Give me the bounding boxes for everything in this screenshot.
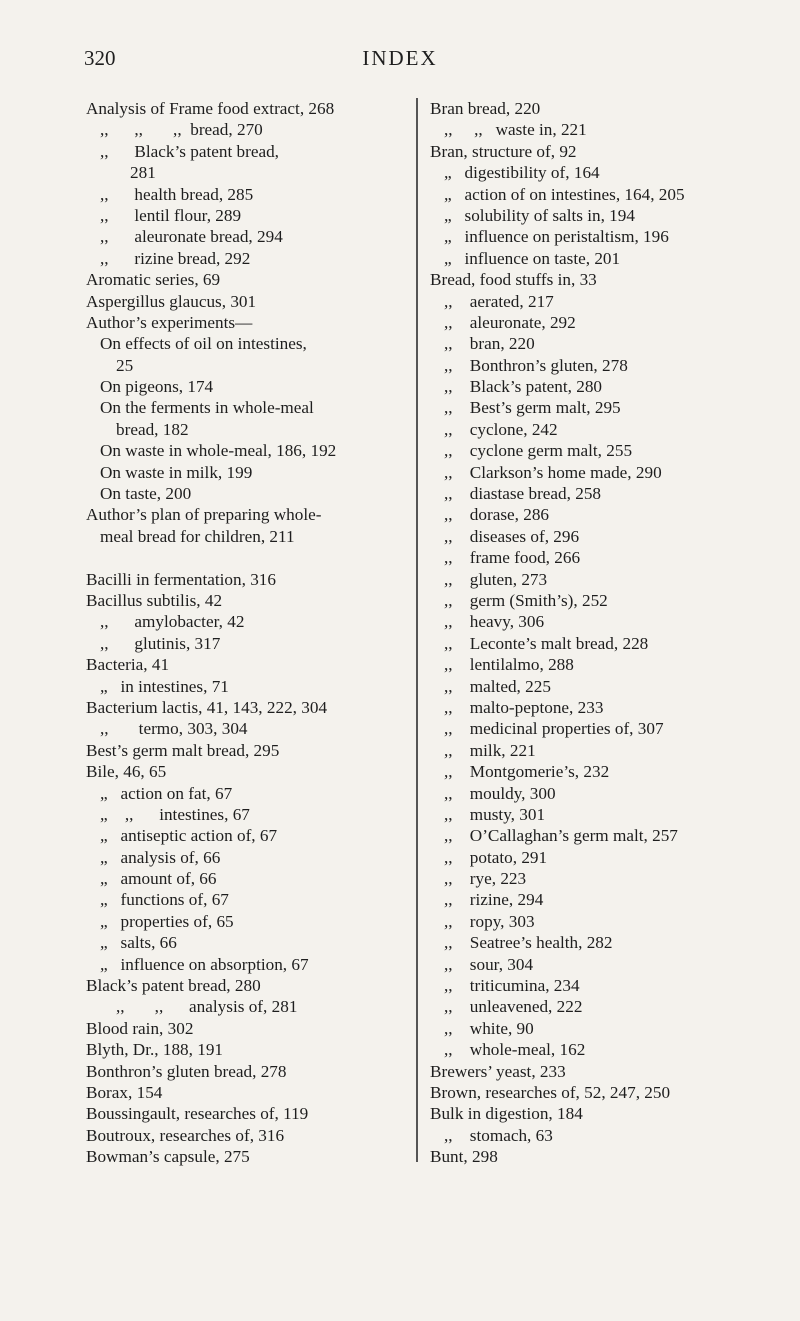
index-entry: Boussingault, researches of, 119 [86,1104,309,1124]
index-subentry: On the ferments in whole-meal [100,398,314,418]
index-subentry: „ influence on taste, 201 [444,248,621,268]
section-spacer [86,547,406,568]
index-entry: Bonthron’s gluten bread, 278 [86,1061,287,1081]
index-subentry: ,, rizine, 294 [444,890,544,910]
index-subentry: „ ,, intestines, 67 [100,804,250,824]
index-subentry: On waste in milk, 199 [100,462,253,482]
index-subentry: ,, ,, waste in, 221 [444,120,587,140]
index-subentry: ,, Black’s patent, 280 [444,377,603,397]
index-subentry: „ action on fat, 67 [100,783,233,803]
index-entry: Boutroux, researches of, 316 [86,1125,285,1145]
index-subentry: ,, aleuronate, 292 [444,312,576,332]
index-column-left [86,98,406,1168]
index-subentry: ,, Best’s germ malt, 295 [444,398,621,418]
index-subentry: ,, glutinis, 317 [100,633,221,653]
index-entry: Bacterium lactis, 41, 143, 222, 304 [86,697,328,717]
page-title: INDEX [362,46,438,70]
index-subentry: ,, diseases of, 296 [444,526,580,546]
index-subentry: „ influence on peristaltism, 196 [444,227,669,247]
index-subentry: ,, diastase bread, 258 [444,484,602,504]
index-subentry: ,, cyclone, 242 [444,419,558,439]
index-entry: Bran bread, 220 [430,99,541,118]
index-subentry: ,, unleavened, 222 [444,997,583,1017]
index-subentry: „ antiseptic action of, 67 [100,826,278,846]
index-entry: Author’s experiments— [86,312,253,332]
index-entry: Aromatic series, 69 [86,270,221,290]
index-subentry: ,, Black’s patent bread, [100,141,279,161]
index-subentry: „ in intestines, 71 [100,676,229,696]
index-subentry: „ solubility of salts in, 194 [444,205,635,225]
index-subentry: ,, milk, 221 [444,740,536,760]
index-subentry: ,, ropy, 303 [444,911,535,931]
index-subentry: ,, ,, analysis of, 281 [116,997,298,1017]
index-subentry: On pigeons, 174 [100,377,214,397]
index-subentry: „ influence on absorption, 67 [100,954,309,974]
index-entry: Blyth, Dr., 188, 191 [86,1040,224,1060]
index-subentry: ,, Seatree’s health, 282 [444,933,613,953]
index-subentry: ,, aerated, 217 [444,291,554,311]
index-subentry: „ analysis of, 66 [100,847,221,867]
index-entry: Brewers’ yeast, 233 [430,1061,566,1081]
index-subentry: ,, rye, 223 [444,869,527,889]
column-divider [416,98,418,1162]
index-entry: Bacilli in fermentation, 316 [86,569,276,589]
index-entry: Bulk in digestion, 184 [430,1104,583,1124]
index-subentry: 281 [130,163,156,183]
index-subentry: „ digestibility of, 164 [444,163,600,183]
index-subentry: ,, heavy, 306 [444,612,545,632]
index-subentry: 25 [116,355,134,375]
index-subentry: ,, termo, 303, 304 [100,719,248,739]
index-subentry: ,, triticumina, 234 [444,976,580,996]
index-subentry: ,, Bonthron’s gluten, 278 [444,355,628,375]
index-subentry: ,, ,, ,, bread, 270 [100,120,263,140]
index-subentry: ,, malted, 225 [444,676,551,696]
index-entry: Author’s plan of preparing whole- [86,505,322,525]
index-subentry: ,, sour, 304 [444,954,534,974]
index-subentry: ,, mouldy, 300 [444,783,556,803]
index-entry: Brown, researches of, 52, 247, 250 [430,1082,671,1102]
index-entry: Bunt, 298 [430,1147,498,1167]
page-header [0,46,800,76]
index-subentry: ,, cyclone germ malt, 255 [444,441,633,461]
index-subentry: ,, frame food, 266 [444,548,581,568]
index-subentry: ,, amylobacter, 42 [100,612,245,632]
index-entry: Bran, structure of, 92 [430,141,577,161]
index-subentry: ,, white, 90 [444,1018,534,1038]
index-entry: Aspergillus glaucus, 301 [86,291,257,311]
index-subentry: ,, Clarkson’s home made, 290 [444,462,662,482]
index-subentry: ,, aleuronate bread, 294 [100,227,283,247]
index-subentry: ,, health bread, 285 [100,184,254,204]
index-subentry: „ action of on intestines, 164, 205 [444,184,685,204]
index-entry: Bacteria, 41 [86,655,170,675]
index-subentry: ,, rizine bread, 292 [100,248,251,268]
index-entry: Best’s germ malt bread, 295 [86,740,280,760]
index-subentry: On effects of oil on intestines, [100,334,307,354]
index-subentry: „ amount of, 66 [100,869,217,889]
index-subentry: ,, gluten, 273 [444,569,548,589]
index-subentry: ,, O’Callaghan’s germ malt, 257 [444,826,678,846]
index-entry: Blood rain, 302 [86,1018,194,1038]
index-subentry: „ functions of, 67 [100,890,229,910]
index-subentry: ,, lentil flour, 289 [100,205,242,225]
index-subentry: meal bread for children, 211 [100,526,295,546]
index-entry: Bowman’s capsule, 275 [86,1147,250,1167]
index-subentry: „ properties of, 65 [100,911,234,931]
index-entry: Bread, food stuffs in, 33 [430,270,597,290]
index-subentry: ,, bran, 220 [444,334,535,354]
index-entry: Borax, 154 [86,1082,163,1102]
index-subentry: ,, potato, 291 [444,847,548,867]
index-subentry: On waste in whole-meal, 186, 192 [100,441,337,461]
index-subentry: ,, Montgomerie’s, 232 [444,762,610,782]
index-subentry: „ salts, 66 [100,933,177,953]
index-subentry: ,, germ (Smith’s), 252 [444,590,608,610]
index-subentry: ,, musty, 301 [444,804,546,824]
index-subentry: bread, 182 [116,419,189,439]
index-entry: Bile, 46, 65 [86,762,167,782]
index-subentry: ,, malto-peptone, 233 [444,697,604,717]
index-column-right [430,98,760,1168]
index-subentry: ,, Leconte’s malt bread, 228 [444,633,649,653]
index-subentry: ,, dorase, 286 [444,505,550,525]
index-subentry: ,, stomach, 63 [444,1125,553,1145]
page-number: 320 [84,46,116,70]
index-entry: Black’s patent bread, 280 [86,976,261,996]
index-subentry: ,, whole-meal, 162 [444,1040,586,1060]
index-subentry: On taste, 200 [100,484,192,504]
index-subentry: ,, medicinal properties of, 307 [444,719,664,739]
index-entry: Bacillus subtilis, 42 [86,590,223,610]
index-subentry: ,, lentilalmo, 288 [444,655,574,675]
index-entry: Analysis of Frame food extract, 268 [86,99,335,118]
